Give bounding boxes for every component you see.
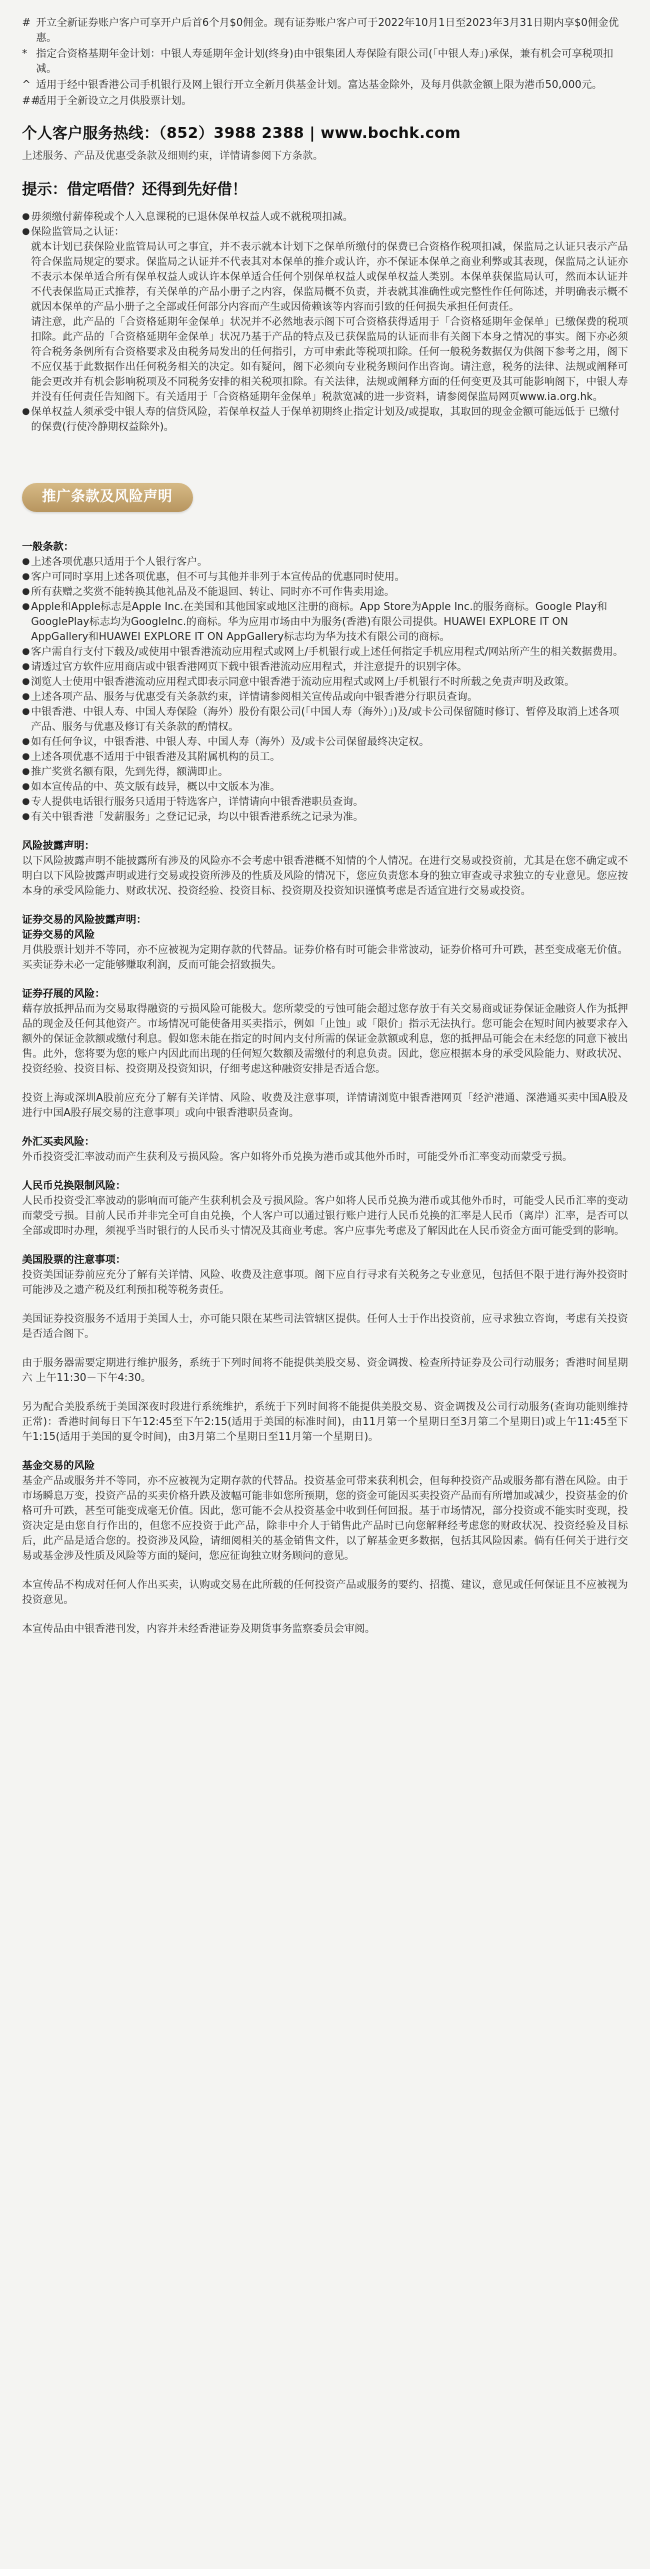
risk-section-body: 人民币投资受汇率波动的影响而可能产生获利机会及亏损风险。客户如将人民币兑换为港币或其他外币时，可能受人民币汇率的变动而蒙受亏损。目前人民币并非完全可自由兑换，个人客户可以通过银行账户进行人民币兑换的汇率是人民币（离岸）汇率，是否可以全部或即时办理，须视乎当时银行的人民币头寸情况及其商业考虑。客户应事先考虑及了解因此在人民币资金方面可能受到的影响。 xyxy=(22,1195,628,1237)
footnote xyxy=(22,94,628,109)
risk-section-title: 证券交易的风险披露声明： xyxy=(22,914,147,926)
terms-section-button[interactable]: 推广条款及风险声明 xyxy=(22,483,193,512)
risk-section-body: 月供股票计划并不等同，亦不应被视为定期存款的代替品。证券价格有时可能会非常波动，证券价格可升可跌，甚至变成毫无价值。买卖证券未必一定能够赚取利润，反而可能会招致损失。 xyxy=(22,944,628,971)
bullet-icon: ● xyxy=(22,752,30,762)
bullet-icon: ● xyxy=(22,692,30,702)
general-term-item: ● 上述各项优惠不适用于中银香港及其附属机构的员工。 xyxy=(22,751,281,763)
regulator-paragraph: 就本计划已获保险业监管局认可之事宜，并不表示就本计划下之保单所缴付的保费已合资格作税项扣减，保监局之认证只表示产品符合保监局规定的要求。保监局之认证并不代表其对本保单的推介或认许，亦不保证本保单之商业利弊或其表现，保监局之认证亦不表示本保单适合所有保单权益人或认许本保单适合任何个别保单权益人或保单权益人类别。本保单获保监局认可，然而本认证并不代表保监局正式推荐，有关保单的产品小册子之内容，保监局概不负责，并表就其准确性或完整性作任何陈述，并明确表示概不就因本保单的产品小册子之全部或任何部分内容而产生或因倚赖该等内容而引致的任何损失承担任何责任。 xyxy=(31,241,628,313)
risk-section-body: 另为配合美股系统于美国深夜时段进行系统维护，系统于下列时间将不能提供美股交易、资金调拨及公司行动服务(查询功能则维持正常)：香港时间每日下午12:45至下午2:15(适用于美国的标准时间)，由11月第一个星期日至3月第二个星期日)或上午11:45至下午1:15(适用于美国的夏令时间)，由3月第二个星期日至11月第一个星期日)。 xyxy=(22,1401,628,1443)
risk-section xyxy=(22,1253,628,1298)
footnote-text: 开立全新证券账户客户可享开户后首6个月$0佣金。现有证券账户客户可于2022年10月1日至2023年3月31日期内享$0佣金优惠。 xyxy=(36,17,619,44)
general-term-item: ● 客户需自行支付下载及/或使用中银香港流动应用程式或网上/手机银行或上述任何指定手机应用程式/网站所产生的相关数据费用。 xyxy=(22,646,624,658)
general-term-item: ● 浏览人士使用中银香港流动应用程式即表示同意中银香港于流动应用程式或网上/手机银行不时所载之免责声明及政策。 xyxy=(22,676,575,688)
footnote-symbol: # xyxy=(22,17,31,29)
risk-section-title: 人民币兑换限制风险： xyxy=(22,1180,126,1192)
footnotes xyxy=(22,16,628,109)
risk-section xyxy=(22,987,628,1077)
general-terms-list xyxy=(22,555,628,825)
footnote xyxy=(22,78,628,93)
bullet-icon: ● xyxy=(22,647,30,657)
risk-section-body: 藉存放抵押品而为交易取得融资的亏损风险可能极大。您所蒙受的亏蚀可能会超过您存放于有关交易商或证券保证金融资人作为抵押品的现金及任何其他资产。市场情况可能使备用买卖指示，例如「止蚀」或「限价」指示无法执行。您可能会在短时间内被要求存入额外的保证金款额或缴付利息。假如您未能在指定的时间内支付所需的保证金款额或利息，您的抵押品可能会在未经您的同意下被出售。此外，您将要为您的账户内因此而出现的任何短欠数额及需缴付的利息负责。因此，您应根据本身的承受风险能力、财政状况、投资经验、投资目标、投资期及投资知识，仔细考虑这种融资安排是否适合您。 xyxy=(22,1003,628,1075)
risk-section-body: 美国证券投资服务不适用于美国人士，亦可能只限在某些司法管辖区提供。任何人士于作出投资前，应寻求独立咨询，考虑有关投资是否适合阁下。 xyxy=(22,1313,628,1340)
general-term-item: ● 推广奖赏名额有限，先到先得，额满即止。 xyxy=(22,766,229,778)
tip-item: ● 毋须缴付薪俸税或个人入息课税的已退休保单权益人或不就税项扣减。 xyxy=(22,211,354,223)
risk-section-body: 投资上海或深圳A股前应充分了解有关详情、风险、收费及注意事项，详情请浏览中银香港网页「经沪港通、深港通买卖中国A股及进行中国A股孖展交易的注意事项」或向中银香港职员查询。 xyxy=(22,1092,628,1119)
footnote-text: 适用于全新设立之月供股票计划。 xyxy=(36,95,192,107)
risk-section xyxy=(22,1578,628,1608)
footnote xyxy=(22,47,628,77)
footnote-text: 指定合资格基期年金计划：中银人寿延期年金计划(终身)由中银集团人寿保险有限公司(「中银人寿」)承保，兼有机会可享税项扣减。 xyxy=(36,48,614,75)
footnote-text: 适用于经中银香港公司手机银行及网上银行开立全新月供基金计划。富达基金除外，及每月供款金额上限为港币50,000元。 xyxy=(36,79,603,91)
risk-section-title: 美国股票的注意事项： xyxy=(22,1254,126,1266)
risk-section xyxy=(22,839,628,899)
general-terms-title: 一般条款： xyxy=(22,541,74,553)
risk-section-body: 由于服务器需要定期进行维护服务，系统于下列时间将不能提供美股交易、资金调拨、检查所持证券及公司行动服务；香港时间星期六 上午11:30－下午4:30。 xyxy=(22,1357,628,1384)
bullet-icon: ● xyxy=(22,812,30,822)
risk-section xyxy=(22,1356,628,1386)
general-term-item: ● 上述各项优惠只适用于个人银行客户。 xyxy=(22,556,208,568)
general-term-item: ● 所有获赠之奖赏不能转换其他礼品及不能退回、转让、同时亦不可作售卖用途。 xyxy=(22,586,395,598)
general-term-item: ● 专人提供电话银行服务只适用于特选客户，详情请向中银香港职员查询。 xyxy=(22,796,364,808)
risk-section xyxy=(22,1312,628,1342)
risk-section-body: 基金产品或服务并不等同，亦不应被视为定期存款的代替品。投资基金可带来获利机会，但每种投资产品或服务都有潜在风险。由于市场瞬息万变，投资产品的买卖价格升跌及波幅可能非如您所预期，您的资金可能因买卖投资产品而有所增加或减少，投资基金的价格可升可跌，甚至可能变成毫无价值。因此，您可能不会从投资基金中收到任何回报。基于市场情况，部分投资或不能实时变现，投资决定是由您自行作出的，但您不应投资于此产品，除非中介人于销售此产品时已向您解释经考虑您的财政状况、投资经验及目标后，此产品是适合您的。投资涉及风险，请细阅相关的基金销售文件，以了解基金更多数据，包括其风险因素。倘有任何关于进行交易或基金涉及性质及风险等方面的疑问，您应征询独立财务顾问的意见。 xyxy=(22,1475,628,1562)
risk-section-title: 风险披露声明： xyxy=(22,840,95,852)
risk-section-title: 外汇买卖风险： xyxy=(22,1136,95,1148)
general-term-item: ● 如本宣传品的中、英文版有歧异，概以中文版本为准。 xyxy=(22,781,281,793)
bullet-icon: ● xyxy=(22,572,30,582)
tips-list xyxy=(22,210,628,240)
risk-section xyxy=(22,1179,628,1239)
general-term-item: ● 如有任何争议，中银香港、中银人寿、中国人寿（海外）及/或卡公司保留最终决定权。 xyxy=(22,736,430,748)
bullet-icon: ● xyxy=(22,602,30,612)
bullet-icon: ● xyxy=(22,737,30,747)
bullet-icon: ● xyxy=(22,707,30,717)
general-term-item: ● 客户可同时享用上述各项优惠，但不可与其他并非列于本宣传品的优惠同时使用。 xyxy=(22,571,406,583)
bullet-icon: ● xyxy=(22,662,30,672)
general-term-item: ● 中银香港、中银人寿、中国人寿保险（海外）股份有限公司(「中国人寿（海外）」)及/或卡公司保留随时修订、暂停及取消上述各项产品、服务与优惠及修订有关条款的酌情权。 xyxy=(22,706,620,733)
footnote xyxy=(22,16,628,46)
risk-section-body: 本宣传品不构成对任何人作出买卖，认购或交易在此所载的任何投资产品或服务的要约、招揽、建议，意见或任何保证且不应被视为投资意见。 xyxy=(22,1579,628,1606)
risk-section xyxy=(22,1091,628,1121)
risk-section xyxy=(22,1135,628,1165)
risk-section xyxy=(22,1622,628,1637)
risk-section-body: 本宣传品由中银香港刊发，内容并未经香港证券及期货事务监察委员会审阅。 xyxy=(22,1623,376,1635)
bullet-icon: ● xyxy=(22,767,30,777)
tip-item: ● 保险监管局之认证： xyxy=(22,226,125,238)
bullet-icon: ● xyxy=(22,677,30,687)
bullet-icon: ● xyxy=(22,587,30,597)
risk-section xyxy=(22,1400,628,1445)
risk-section-body: 以下风险披露声明不能披露所有涉及的风险亦不会考虑中银香港概不知情的个人情况。在进行交易或投资前，尤其是在您不确定或不明白以下风险披露声明或进行交易或投资所涉及的性质及风险的情况下，您应负责您本身的独立审查或寻求独立的专业意见。您应按本身的承受风险能力、财政状况、投资经验、投资目标、投资期及投资知识谨慎考虑是否适宜进行交易或投资。 xyxy=(22,855,628,897)
tip-title: 提示：借定唔借？还得到先好借！ xyxy=(22,180,248,198)
general-term-item: ● 上述各项产品、服务与优惠受有关条款约束，详情请参阅相关宣传品或向中银香港分行职员查询。 xyxy=(22,691,478,703)
risk-section-subtitle: 证券交易的风险 xyxy=(22,929,95,941)
risk-section xyxy=(22,913,628,973)
risk-section xyxy=(22,1459,628,1564)
hotline-note: 上述服务、产品及优惠受条款及细则约束，详情请参阅下方条款。 xyxy=(22,150,324,162)
tips-list xyxy=(22,405,628,435)
regulator-paragraph: 请注意，此产品的「合资格延期年金保单」状况并不必然地表示阁下可合资格获得适用于「合资格延期年金保单」已缴保费的税项扣除。此产品的「合资格延期年金保单」状况乃基于产品的特点及已获保监局的认证而非有关阁下本身之情况的事实。阁下亦必须符合税务条例所有合资格要求及由税务局发出的任何指引，方可申索此等税项扣除。任何一般税务数据仅为供阁下参考之用，阁下不应仅基于此数据作出任何税务相关的决定。如有疑问，阁下必须向专业税务顾问作出咨询。请注意，税务的法律、法规或阐释可能会更改并有机会影响税项及不同税务安排的相关税项扣除。有关法律，法规或阐释方面的任何变更及其可能影响阁下，中银人寿并没有任何责任告知阁下。有关适用于「合资格延期年金保单」税款宽减的进一步资料，请参阅保监局网页www.ia.org.hk。 xyxy=(31,316,628,403)
footnote-symbol: ## xyxy=(22,95,40,107)
footnote-symbol: * xyxy=(22,48,28,60)
bullet-icon: ● xyxy=(22,407,30,417)
general-term-item: ● 有关中银香港「发薪服务」之登记记录，均以中银香港系统之记录为准。 xyxy=(22,811,364,823)
bullet-icon: ● xyxy=(22,227,30,237)
risk-section-title: 基金交易的风险 xyxy=(22,1460,95,1472)
bullet-icon: ● xyxy=(22,557,30,567)
bullet-icon: ● xyxy=(22,212,30,222)
risk-section-title: 证券孖展的风险： xyxy=(22,988,106,1000)
risk-sections xyxy=(22,839,628,1637)
bullet-icon: ● xyxy=(22,797,30,807)
footnote-symbol: ^ xyxy=(22,79,31,91)
general-term-item: ● 请透过官方软件应用商店或中银香港网页下载中银香港流动应用程式，并注意提升的识别字体。 xyxy=(22,661,468,673)
customer-hotline[interactable]: 个人客户服务热线：（852）3988 2388 | www.bochk.com xyxy=(22,124,461,142)
risk-section-body: 投资美国证券前应充分了解有关详情、风险、收费及注意事项。阁下应自行寻求有关税务之专业意见，包括但不限于进行海外投资时可能涉及之遗产税及红利预扣税等税务责任。 xyxy=(22,1269,628,1296)
tip-item: ● 保单权益人须承受中银人寿的信贷风险，若保单权益人于保单初期终止指定计划及/或提取，其取回的现金金额可能远低于 已缴付的保费(行使冷静期权益除外)。 xyxy=(22,406,620,433)
bullet-icon: ● xyxy=(22,782,30,792)
risk-section-body: 外币投资受汇率波动而产生获利及亏损风险。客户如将外币兑换为港币或其他外币时，可能受外币汇率变动而蒙受亏损。 xyxy=(22,1151,573,1163)
general-term-item: ● Apple和Apple标志是Apple Inc.在美国和其他国家或地区注册的商标。App Store为Apple Inc.的服务商标。Google Play和GooglePlay标志均为GoogleInc.的商标。华为应用市场由中为服务(香港)有限公司提供。HUAWEI EXPLORE IT ON AppGallery和HUAWEI EXPLORE IT ON AppGallery标志均为华为技术有限公司的商标。 xyxy=(22,601,608,643)
